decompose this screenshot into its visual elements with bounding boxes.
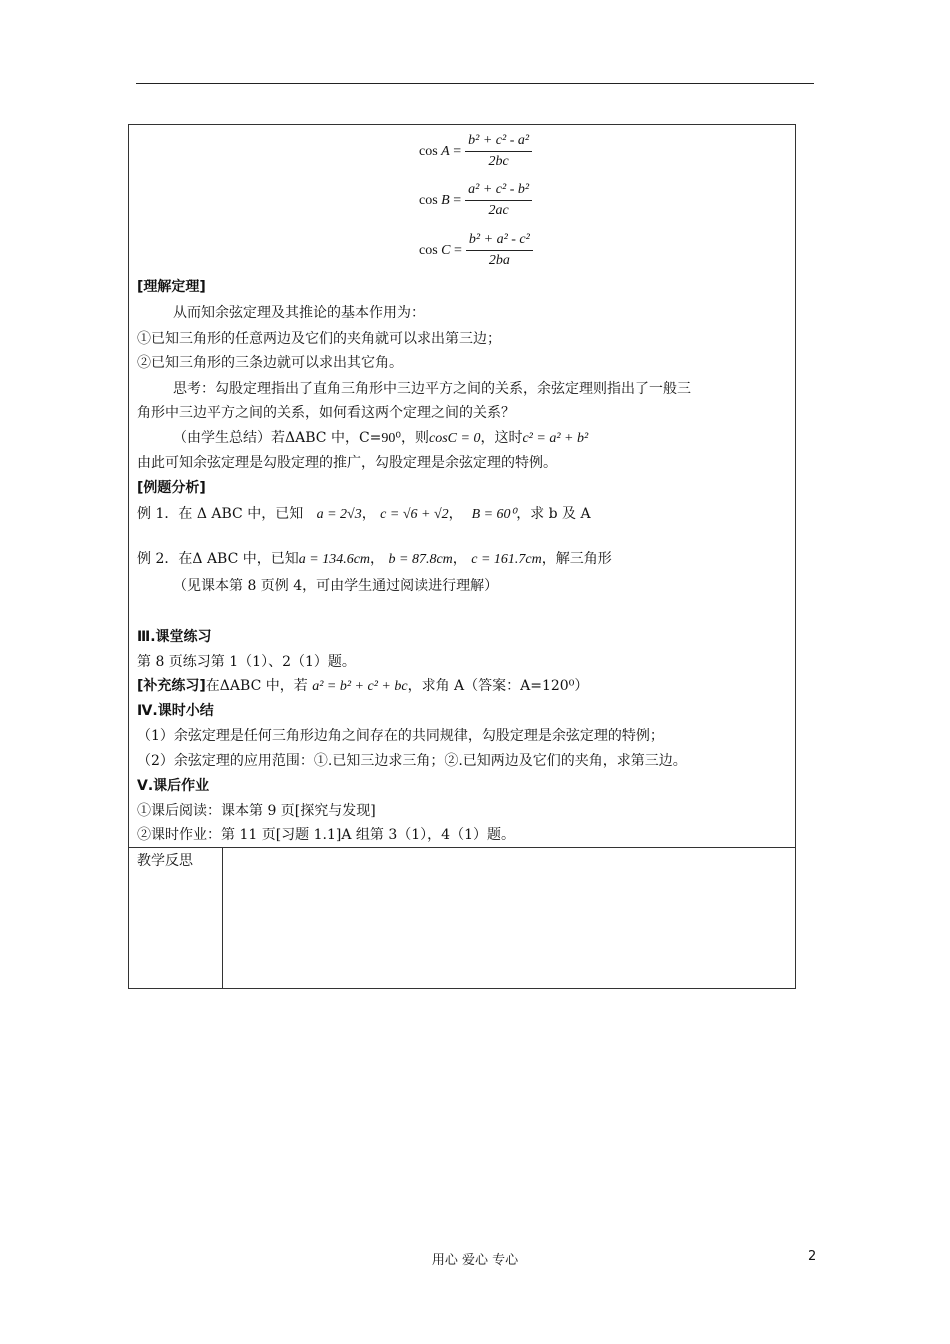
reflection-label: 教学反思 — [137, 853, 193, 869]
conclusion: 由此可知余弦定理是勾股定理的推广，勾股定理是余弦定理的特例。 — [137, 455, 557, 471]
example-2-note: （见课本第 8 页例 4，可由学生通过阅读进行理解） — [173, 578, 499, 594]
example-1: 例 1．在 Δ ABC 中，已知 a = 2√3， c = √6 + √2， B = 60⁰，求 b 及 A — [137, 506, 591, 522]
heading-practice: Ⅲ.课堂练习 — [137, 629, 212, 645]
understand-item-1: ①已知三角形的任意两边及它们的夹角就可以求出第三边； — [137, 331, 501, 347]
page-number: 2 — [808, 1249, 817, 1264]
homework-line-2: ②课时作业：第 11 页[习题 1.1]A 组第 3（1），4（1）题。 — [137, 827, 515, 843]
practice-text: 第 8 页练习第 1（1）、2（1）题。 — [137, 654, 356, 670]
example-2: 例 2．在Δ ABC 中，已知a = 134.6cm， b = 87.8cm， c = 161.7cm，解三角形 — [137, 551, 612, 567]
understand-intro: 从而知余弦定理及其推论的基本作用为： — [173, 305, 425, 321]
heading-examples: [例题分析] — [137, 480, 206, 496]
think-line-2: 角形中三边平方之间的关系，如何看这两个定理之间的关系？ — [137, 405, 515, 421]
summary-line-2: （2）余弦定理的应用范围：①.已知三边求三角；②.已知两边及它们的夹角，求第三边。 — [137, 753, 687, 769]
think-line-1: 思考：勾股定理指出了直角三角形中三边平方之间的关系，余弦定理则指出了一般三 — [173, 381, 691, 397]
formula-cos-b: cos B = $\frac{\text{a² + c² - b²}}{2ac}$ — [419, 182, 532, 219]
lesson-table — [128, 124, 796, 989]
formula-cos-c: cos C = $\frac{\text{b² + a² - c²}}{2ba}$ — [419, 232, 533, 269]
summary-line-1: （1）余弦定理是任何三角形边角之间存在的共同规律，勾股定理是余弦定理的特例； — [137, 728, 664, 744]
column-divider — [222, 847, 223, 988]
header-rule — [136, 83, 814, 84]
heading-summary: Ⅳ.课时小结 — [137, 703, 214, 719]
understand-item-2: ②已知三角形的三条边就可以求出其它角。 — [137, 355, 403, 371]
page-footer: 用心 爱心 专心 — [431, 1253, 519, 1268]
extra-practice: [补充练习]在ΔABC 中，若 a² = b² + c² + bc，求角 A（答案：A=120⁰） — [137, 678, 589, 694]
heading-understand: [理解定理] — [137, 279, 206, 295]
homework-line-1: ①课后阅读：课本第 9 页[探究与发现] — [137, 803, 376, 819]
row-divider — [129, 847, 795, 848]
formula-cos-a: cos A = $\frac{\text{b² + c² - a²}}{2bc}$ — [419, 133, 532, 170]
student-summary: （由学生总结）若ΔABC 中，C=90⁰，则cosC = 0，这时c² = a² + b² — [173, 430, 589, 446]
heading-homework: Ⅴ.课后作业 — [137, 778, 210, 794]
